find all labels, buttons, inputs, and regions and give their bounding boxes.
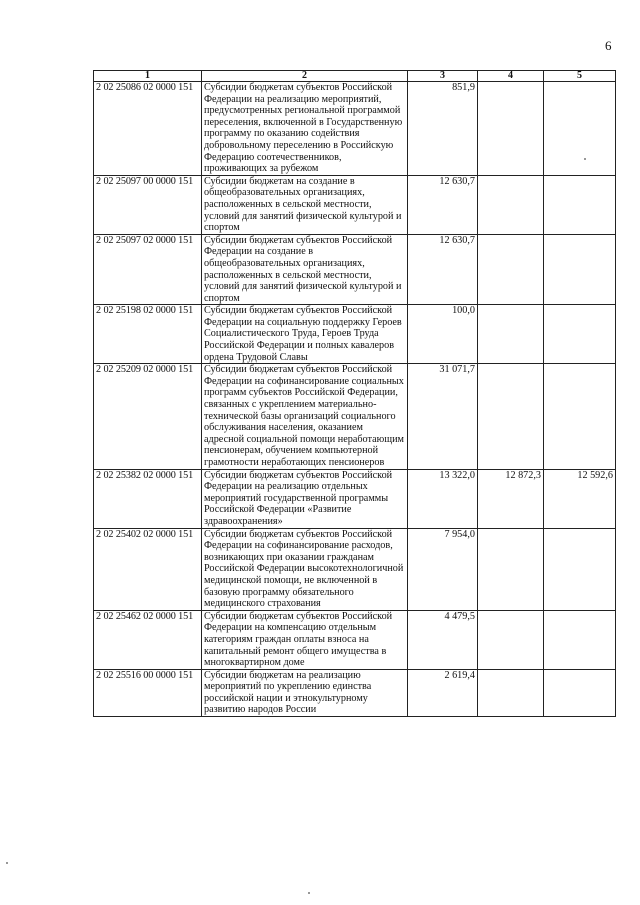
table-row [94, 82, 616, 176]
value-col-4 [478, 364, 544, 469]
value-col-4 [478, 234, 544, 305]
header-col-4: 4 [478, 71, 544, 82]
budget-code: 2 02 25382 02 0000 151 [94, 469, 202, 528]
table-row [94, 234, 616, 305]
budget-code: 2 02 25198 02 0000 151 [94, 305, 202, 364]
value-col-5 [544, 669, 616, 716]
budget-code: 2 02 25516 00 0000 151 [94, 669, 202, 716]
table-row [94, 669, 616, 716]
value-col-4 [478, 82, 544, 176]
value-col-5 [544, 364, 616, 469]
value-col-4 [478, 610, 544, 669]
value-col-4 [478, 175, 544, 234]
row-description: Субсидии бюджетам субъектов Российской Федерации на софинансирование расходов, возникающих при оказании гражданам Российской Федерации высокотехнологичной медицинской помощи, не включенной в базовую программу обязательного медицинского страхования [202, 528, 408, 610]
scan-speck [584, 158, 586, 160]
value-col-3: 12 630,7 [408, 234, 478, 305]
value-col-3: 851,9 [408, 82, 478, 176]
table-row [94, 610, 616, 669]
value-col-3: 31 071,7 [408, 364, 478, 469]
value-col-3: 2 619,4 [408, 669, 478, 716]
value-col-3: 7 954,0 [408, 528, 478, 610]
budget-code: 2 02 25462 02 0000 151 [94, 610, 202, 669]
scan-speck [6, 862, 8, 864]
scan-speck [308, 892, 310, 894]
row-description: Субсидии бюджетам субъектов Российской Федерации на компенсацию отдельным категориям граждан оплаты взноса на капитальный ремонт общего имущества в многоквартирном доме [202, 610, 408, 669]
value-col-4 [478, 305, 544, 364]
row-description: Субсидии бюджетам субъектов Российской Федерации на софинансирование социальных программ субъектов Российской Федерации, связанных с укреплением материально-технической базы организаций социального обслуживания населения, оказанием адресной социальной помощи неработающим пенсионерам, обучением компьютерной грамотности неработающих пенсионеров [202, 364, 408, 469]
table-row [94, 364, 616, 469]
header-col-3: 3 [408, 71, 478, 82]
value-col-3: 100,0 [408, 305, 478, 364]
header-col-5: 5 [544, 71, 616, 82]
budget-code: 2 02 25402 02 0000 151 [94, 528, 202, 610]
value-col-3: 4 479,5 [408, 610, 478, 669]
page-number: 6 [605, 38, 612, 53]
row-description: Субсидии бюджетам субъектов Российской Федерации на реализацию отдельных мероприятий государственной программы Российской Федерации «Развитие здравоохранения» [202, 469, 408, 528]
table-row [94, 305, 616, 364]
row-description: Субсидии бюджетам субъектов Российской Федерации на социальную поддержку Героев Социалистического Труда, Героев Труда Российской Федерации и полных кавалеров ордена Трудовой Славы [202, 305, 408, 364]
value-col-5 [544, 305, 616, 364]
budget-code: 2 02 25209 02 0000 151 [94, 364, 202, 469]
value-col-4: 12 872,3 [478, 469, 544, 528]
value-col-5 [544, 528, 616, 610]
row-description: Субсидии бюджетам субъектов Российской Федерации на создание в общеобразовательных организациях, расположенных в сельской местности, условий для занятий физической культурой и спортом [202, 234, 408, 305]
row-description: Субсидии бюджетам на создание в общеобразовательных организациях, расположенных в сельской местности, условий для занятий физической культурой и спортом [202, 175, 408, 234]
value-col-5 [544, 175, 616, 234]
budget-code: 2 02 25097 02 0000 151 [94, 234, 202, 305]
value-col-3: 12 630,7 [408, 175, 478, 234]
budget-table [93, 70, 616, 717]
table-row [94, 469, 616, 528]
budget-code: 2 02 25097 00 0000 151 [94, 175, 202, 234]
value-col-5 [544, 82, 616, 176]
table-row [94, 528, 616, 610]
row-description: Субсидии бюджетам на реализацию мероприятий по укреплению единства российской нации и этнокультурному развитию народов России [202, 669, 408, 716]
budget-code: 2 02 25086 02 0000 151 [94, 82, 202, 176]
header-row [94, 71, 616, 82]
header-col-2: 2 [202, 71, 408, 82]
table-row [94, 175, 616, 234]
value-col-4 [478, 669, 544, 716]
row-description: Субсидии бюджетам субъектов Российской Федерации на реализацию мероприятий, предусмотренных региональной программой переселения, включенной в Государственную программу по оказанию содействия добровольному переселению в Российскую Федерацию соотечественников, проживающих за рубежом [202, 82, 408, 176]
value-col-4 [478, 528, 544, 610]
value-col-5: 12 592,6 [544, 469, 616, 528]
header-col-1: 1 [94, 71, 202, 82]
value-col-5 [544, 234, 616, 305]
value-col-3: 13 322,0 [408, 469, 478, 528]
value-col-5 [544, 610, 616, 669]
